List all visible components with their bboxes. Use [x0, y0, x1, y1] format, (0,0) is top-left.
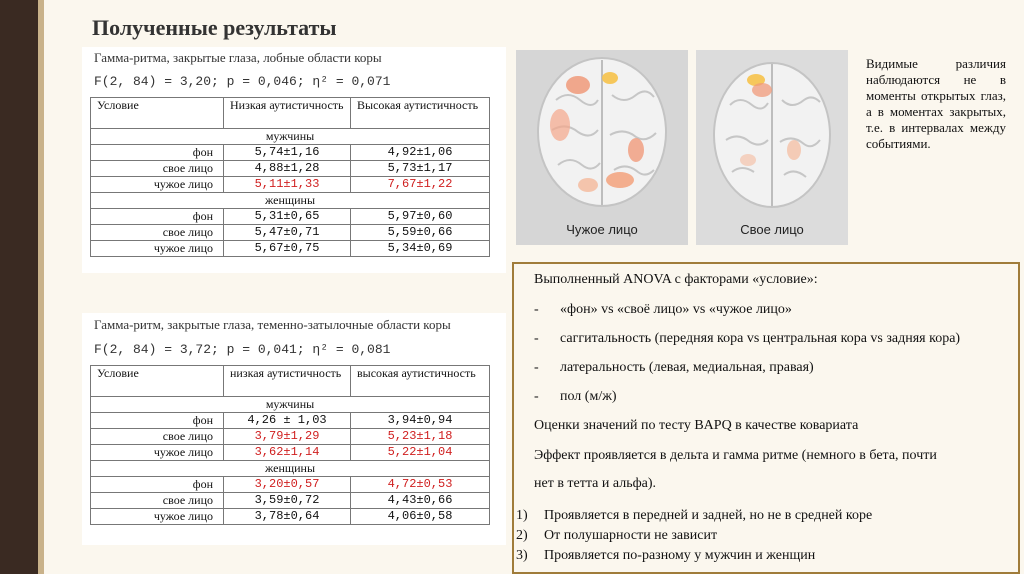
group-men: мужчины [91, 397, 490, 413]
cell-low-highlight: 3,62±1,14 [224, 445, 351, 461]
table-row [91, 145, 490, 161]
cell-high: 3,94±0,94 [351, 413, 490, 429]
cell-high-highlight: 5,22±1,04 [351, 445, 490, 461]
side-note: Видимые различия наблюдаются не в моменты открытых глаз, а в моментах закрытых, т.е. в интервалах между событиями. [866, 56, 1006, 151]
table-row [91, 445, 490, 461]
cell-low-highlight: 5,11±1,33 [224, 177, 351, 193]
table-row [91, 493, 490, 509]
bullet-dash: - [534, 389, 539, 404]
brain-image-other-face [516, 50, 688, 245]
brain-label-own: Свое лицо [740, 222, 804, 237]
table-frontal-caption: Гамма-ритма, закрытые глаза, лобные области коры [94, 50, 382, 65]
anova-finding: Проявляется по-разному у мужчин и женщин [544, 548, 816, 563]
cell-high: 5,97±0,60 [351, 209, 490, 225]
cell-high: 4,43±0,66 [351, 493, 490, 509]
cell-high: 5,73±1,17 [351, 161, 490, 177]
cell-low: 5,31±0,65 [224, 209, 351, 225]
header-low: низкая аутистичность [224, 366, 351, 397]
table-frontal [90, 97, 490, 257]
header-condition: Условие [91, 98, 224, 129]
anova-factor: «фон» vs «своё лицо» vs «чужое лицо» [560, 302, 792, 317]
finding-number: 2) [516, 528, 528, 543]
cell-condition: фон [91, 209, 224, 225]
cell-low: 5,74±1,16 [224, 145, 351, 161]
bullet-dash: - [534, 360, 539, 375]
cell-high: 4,92±1,06 [351, 145, 490, 161]
table-row [91, 429, 490, 445]
cell-low: 5,67±0,75 [224, 241, 351, 257]
group-men: мужчины [91, 129, 490, 145]
brain-top-view-own [696, 50, 848, 245]
table-frontal-panel [82, 47, 506, 273]
cell-condition: свое лицо [91, 429, 224, 445]
cell-condition: фон [91, 145, 224, 161]
table-row [91, 241, 490, 257]
cell-condition: фон [91, 413, 224, 429]
cell-high: 5,59±0,66 [351, 225, 490, 241]
anova-finding: Проявляется в передней и задней, но не в средней коре [544, 508, 873, 523]
cell-condition: свое лицо [91, 225, 224, 241]
table-parietal-stat: F(2, 84) = 3,72; p = 0,041; η² = 0,081 [94, 342, 391, 357]
bullet-dash: - [534, 302, 539, 317]
table-row [91, 161, 490, 177]
cell-condition: чужое лицо [91, 509, 224, 525]
slide-title: Полученные результаты [92, 15, 337, 40]
anova-factor: пол (м/ж) [560, 389, 617, 404]
bullet-dash: - [534, 331, 539, 346]
brain-image-own-face [696, 50, 848, 245]
group-women: женщины [91, 193, 490, 209]
cell-high-highlight: 4,72±0,53 [351, 477, 490, 493]
header-condition: Условие [91, 366, 224, 397]
cell-high-highlight: 5,23±1,18 [351, 429, 490, 445]
table-row [91, 177, 490, 193]
group-women: женщины [91, 461, 490, 477]
cell-high: 4,06±0,58 [351, 509, 490, 525]
cell-high-highlight: 7,67±1,22 [351, 177, 490, 193]
anova-covariate: Оценки значений по тесту BAPQ в качестве ковариата [534, 418, 859, 433]
cell-low: 5,47±0,71 [224, 225, 351, 241]
left-decor-bar [0, 0, 38, 574]
table-row [91, 413, 490, 429]
brain-label-other: Чужое лицо [566, 222, 638, 237]
cell-condition: чужое лицо [91, 177, 224, 193]
cell-condition: чужое лицо [91, 445, 224, 461]
cell-condition: свое лицо [91, 161, 224, 177]
cell-low-highlight: 3,79±1,29 [224, 429, 351, 445]
anova-factor: латеральность (левая, медиальная, правая) [560, 360, 814, 375]
cell-condition: чужое лицо [91, 241, 224, 257]
anova-box [512, 262, 1020, 574]
cell-high: 5,34±0,69 [351, 241, 490, 257]
cell-low-highlight: 3,20±0,57 [224, 477, 351, 493]
header-low: Низкая аутистичность [224, 98, 351, 129]
table-row [91, 509, 490, 525]
table-row [91, 209, 490, 225]
header-high: высокая аутистичность [351, 366, 490, 397]
cell-condition: фон [91, 477, 224, 493]
finding-number: 1) [516, 508, 528, 523]
table-row [91, 477, 490, 493]
brain-top-view-other [516, 50, 688, 245]
table-header-row [91, 98, 490, 129]
table-row [91, 225, 490, 241]
finding-number: 3) [516, 548, 528, 563]
table-parietal-caption: Гамма-ритм, закрытые глаза, теменно-затылочные области коры [94, 317, 451, 332]
header-high: Высокая аутистичность [351, 98, 490, 129]
cell-low: 3,59±0,72 [224, 493, 351, 509]
cell-low: 3,78±0,64 [224, 509, 351, 525]
cell-low: 4,88±1,28 [224, 161, 351, 177]
table-header-row [91, 366, 490, 397]
anova-effect-line1: Эффект проявляется в дельта и гамма ритме (немного в бета, почти [534, 448, 937, 463]
table-parietal [90, 365, 490, 525]
anova-intro: Выполненный ANOVA с факторами «условие»: [534, 272, 818, 287]
table-frontal-stat: F(2, 84) = 3,20; p = 0,046; η² = 0,071 [94, 74, 391, 89]
cell-low: 4,26 ± 1,03 [224, 413, 351, 429]
anova-factor: саггитальность (передняя кора vs центральная кора vs задняя кора) [560, 331, 961, 346]
left-decor-stripe [38, 0, 44, 574]
anova-finding: От полушарности не зависит [544, 528, 718, 543]
cell-condition: свое лицо [91, 493, 224, 509]
anova-effect-line2: нет в тетта и альфа). [534, 476, 657, 491]
table-parietal-panel [82, 313, 506, 545]
